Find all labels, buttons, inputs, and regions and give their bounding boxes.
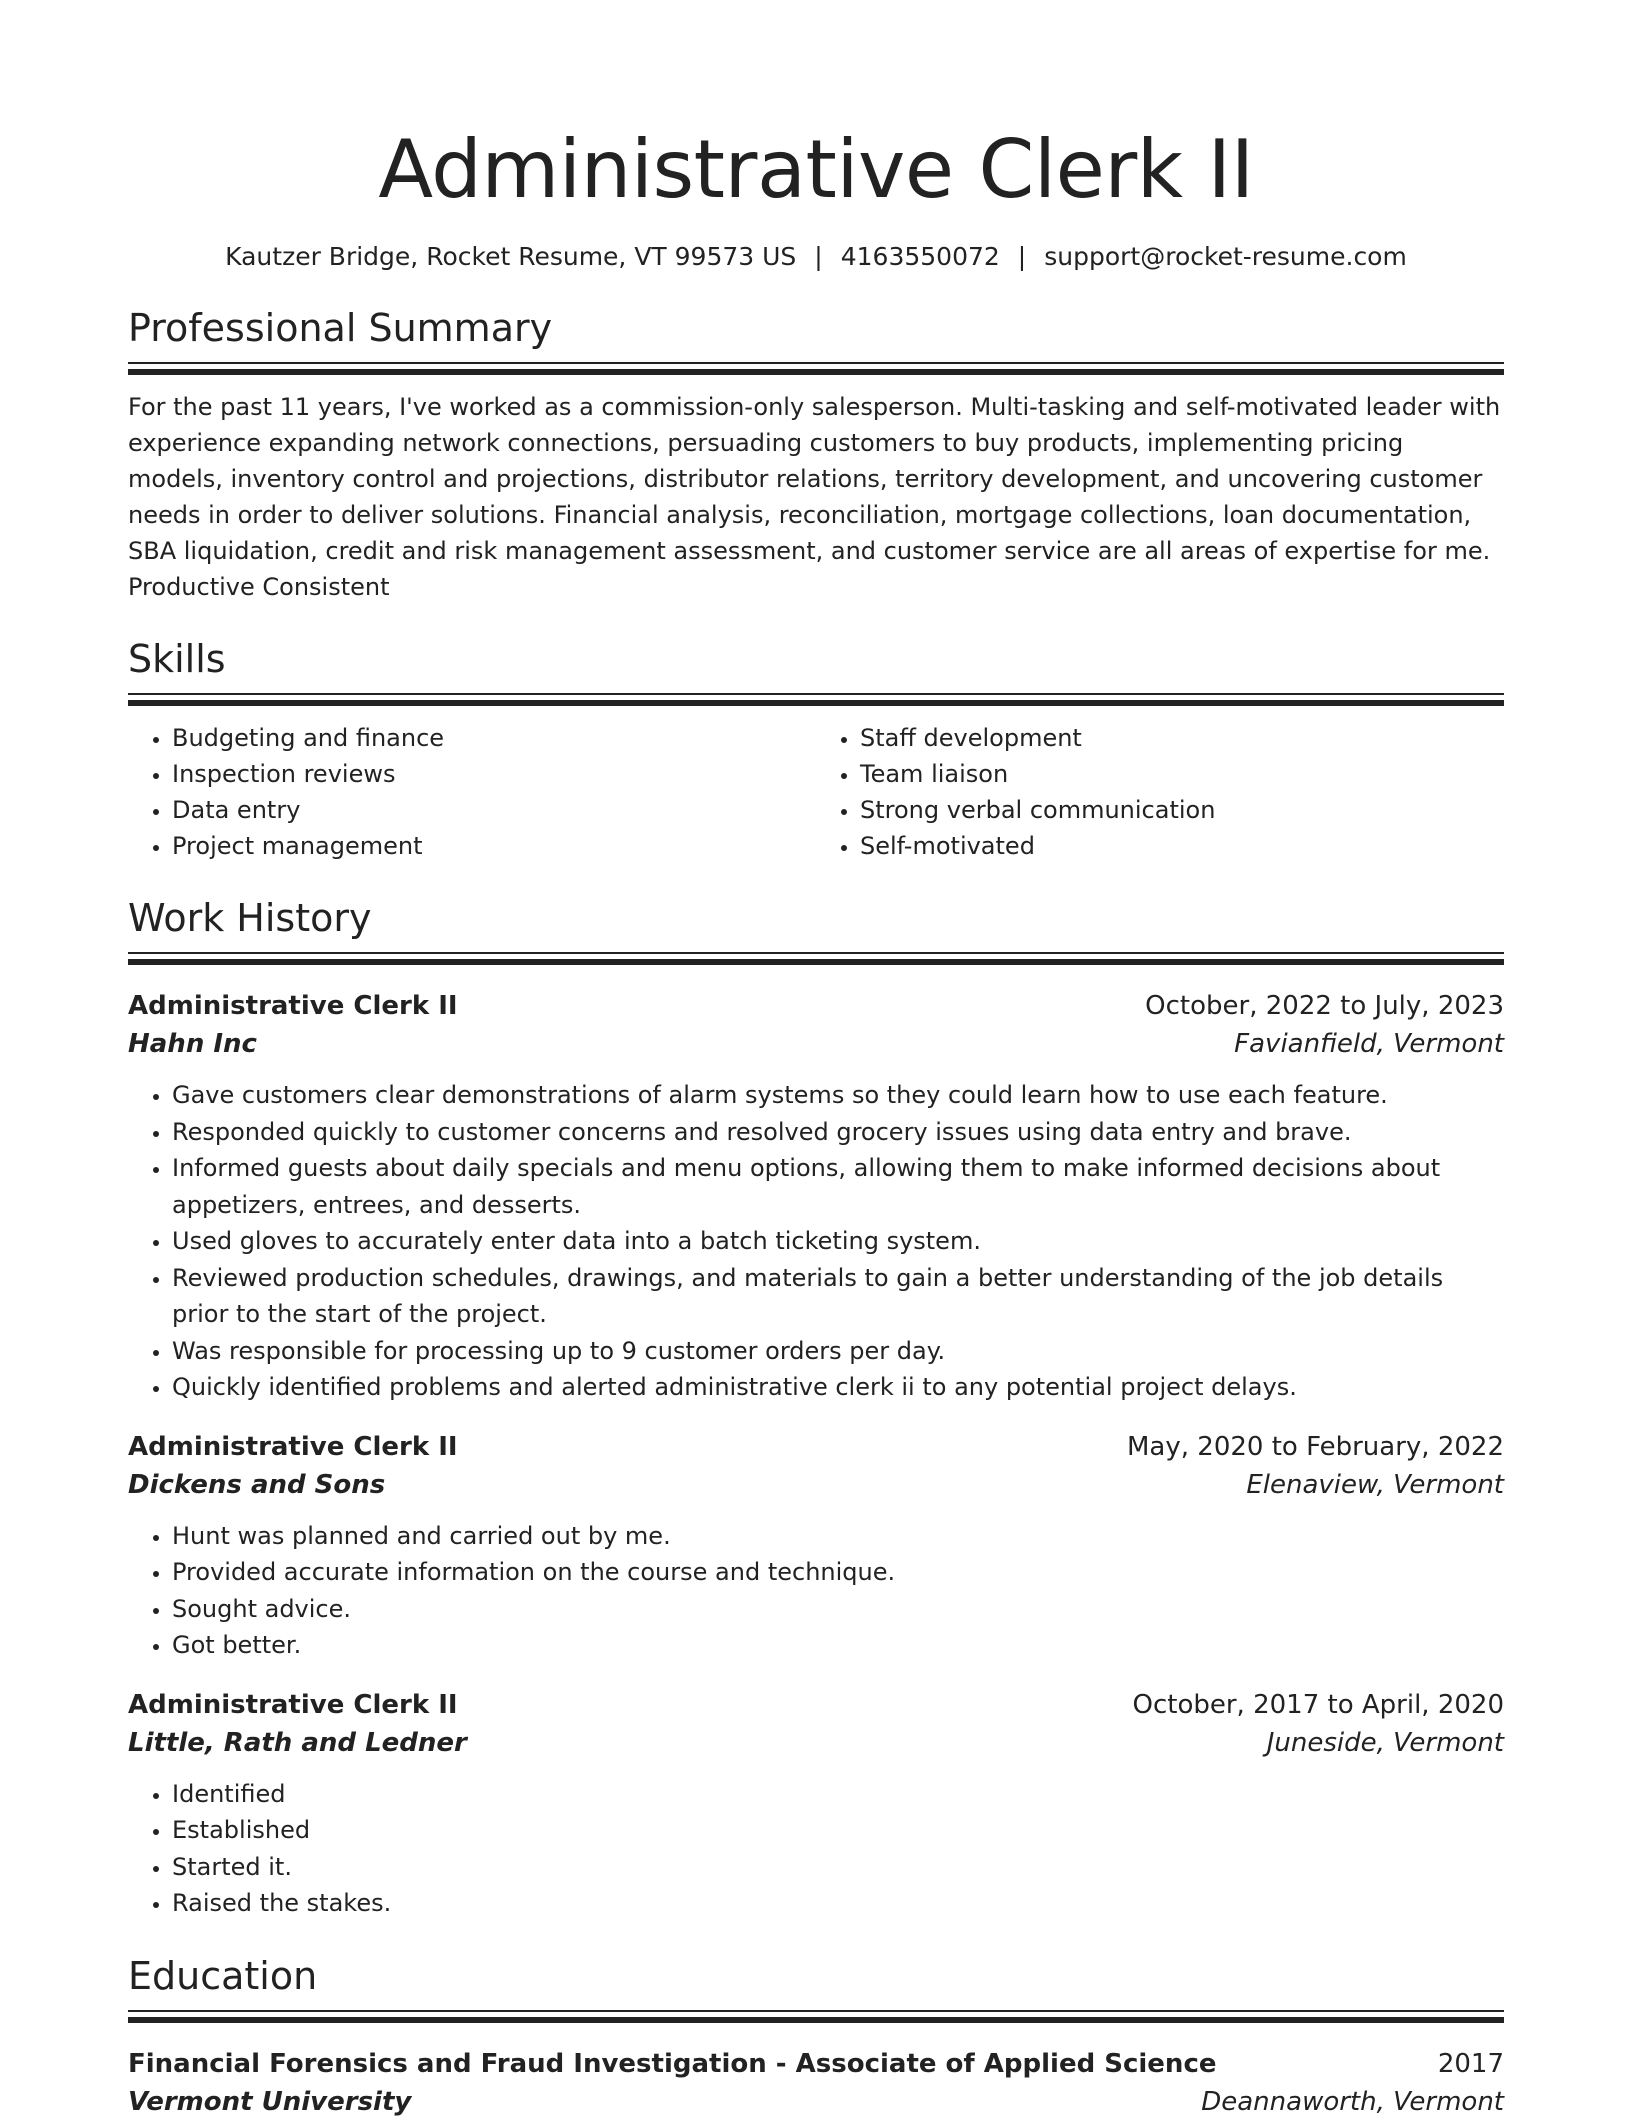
education-school-row	[128, 2083, 1504, 2121]
education-year: 2017	[1437, 2048, 1504, 2079]
job-bullet: • Used gloves to accurately enter data into a batch ticketing system.	[172, 1223, 1504, 1260]
job-dates: October, 2017 to April, 2020	[1132, 1689, 1504, 1720]
job-company: Dickens and Sons	[128, 1469, 386, 1500]
job-bullet: • Gave customers clear demonstrations of alarm systems so they could learn how to use each feature.	[172, 1077, 1504, 1114]
job-company: Little, Rath and Ledner	[128, 1727, 467, 1758]
resume-content	[128, 118, 1504, 2121]
contact-address: Kautzer Bridge, Rocket Resume, VT 99573 US	[225, 242, 797, 271]
job-header-row	[128, 1686, 1504, 1724]
section-divider	[128, 369, 1504, 375]
job-entry	[128, 1686, 1504, 1922]
job-bullet: • Identified	[172, 1776, 1504, 1813]
job-bullet: • Got better.	[172, 1627, 1504, 1664]
job-company-row	[128, 1466, 1504, 1504]
section-title: Skills	[128, 637, 226, 681]
skill-item: • Inspection reviews	[172, 756, 816, 792]
job-location: Elenaview, Vermont	[1246, 1469, 1504, 1500]
skill-item: • Strong verbal communication	[860, 792, 1504, 828]
skill-item: • Data entry	[172, 792, 816, 828]
job-dates: October, 2022 to July, 2023	[1145, 991, 1504, 1021]
skill-item: • Self-motivated	[860, 828, 1504, 864]
section-title: Professional Summary	[128, 306, 553, 350]
job-entry	[128, 1428, 1504, 1664]
skill-item: • Team liaison	[860, 756, 1504, 792]
section-divider	[128, 2010, 1504, 2012]
job-bullets	[128, 1077, 1504, 1406]
section-divider	[128, 362, 1504, 364]
job-bullet: • Informed guests about daily specials and menu options, allowing them to make informed decisions about appetizers, entrees, and desserts.	[172, 1150, 1504, 1223]
job-bullet: • Started it.	[172, 1849, 1504, 1886]
section-divider	[128, 2017, 1504, 2023]
job-location: Juneside, Vermont	[1266, 1727, 1504, 1758]
section-divider	[128, 700, 1504, 706]
job-bullet: • Raised the stakes.	[172, 1885, 1504, 1922]
job-company: Hahn Inc	[128, 1029, 257, 1059]
job-bullets	[128, 1518, 1504, 1664]
job-title: Administrative Clerk II	[128, 1689, 458, 1720]
job-bullets	[128, 1776, 1504, 1922]
section-divider	[128, 952, 1504, 954]
skills-list-right	[816, 720, 1504, 864]
education-location: Deannaworth, Vermont	[1201, 2086, 1504, 2117]
contact-email: support@rocket-resume.com	[1044, 242, 1407, 271]
section-title: Work History	[128, 896, 372, 940]
job-bullet: • Reviewed production schedules, drawings, and materials to gain a better understanding of the job details prior to the start of the project.	[172, 1260, 1504, 1333]
job-header-row	[128, 1428, 1504, 1466]
job-bullet: • Sought advice.	[172, 1591, 1504, 1628]
job-company-row	[128, 1724, 1504, 1762]
summary-section	[128, 304, 1504, 605]
job-dates: May, 2020 to February, 2022	[1127, 1431, 1504, 1462]
education-degree: Financial Forensics and Fraud Investigation - Associate of Applied Science	[128, 2048, 1217, 2079]
skills-section	[128, 635, 1504, 864]
work-history-section	[128, 894, 1504, 1922]
contact-separator: |	[814, 242, 823, 271]
skills-columns	[128, 720, 1504, 864]
skill-item: • Budgeting and finance	[172, 720, 816, 756]
job-title: Administrative Clerk II	[128, 991, 458, 1021]
section-divider	[128, 959, 1504, 965]
contact-line	[128, 240, 1504, 274]
education-section	[128, 1952, 1504, 2121]
skill-item: • Staff development	[860, 720, 1504, 756]
skill-item: • Project management	[172, 828, 816, 864]
job-header-row	[128, 987, 1504, 1025]
contact-phone: 4163550072	[840, 242, 1000, 271]
job-bullet: • Quickly identified problems and alerted administrative clerk ii to any potential project delays.	[172, 1369, 1504, 1406]
job-company-row	[128, 1025, 1504, 1063]
skills-list-left	[128, 720, 816, 864]
resume-name: Administrative Clerk II	[378, 123, 1254, 216]
job-bullet: • Was responsible for processing up to 9 customer orders per day.	[172, 1333, 1504, 1370]
job-bullet: • Established	[172, 1812, 1504, 1849]
job-bullet: • Responded quickly to customer concerns and resolved grocery issues using data entry and brave.	[172, 1114, 1504, 1151]
job-entry	[128, 987, 1504, 1406]
section-title: Education	[128, 1953, 318, 1998]
job-bullet: • Provided accurate information on the course and technique.	[172, 1554, 1504, 1591]
education-entry	[128, 2045, 1504, 2121]
contact-separator: |	[1017, 242, 1027, 271]
education-school: Vermont University	[128, 2086, 412, 2117]
job-bullet: • Hunt was planned and carried out by me.	[172, 1518, 1504, 1555]
job-location: Favianfield, Vermont	[1234, 1029, 1504, 1059]
job-title: Administrative Clerk II	[128, 1431, 458, 1462]
section-divider	[128, 693, 1504, 695]
education-header-row	[128, 2045, 1504, 2083]
summary-text: For the past 11 years, I've worked as a commission-only salesperson. Multi-tasking and self-motivated leader with experience expanding network connections, persuading customers to buy products, implementing pricing models, inventory control and projections, distributor relations, territory development, and uncovering customer needs in order to deliver solutions. Financial analysis, reconciliation, mortgage collections, loan documentation, SBA liquidation, credit and risk management assessment, and customer service are all areas of expertise for me. Productive Consistent	[128, 393, 1501, 601]
